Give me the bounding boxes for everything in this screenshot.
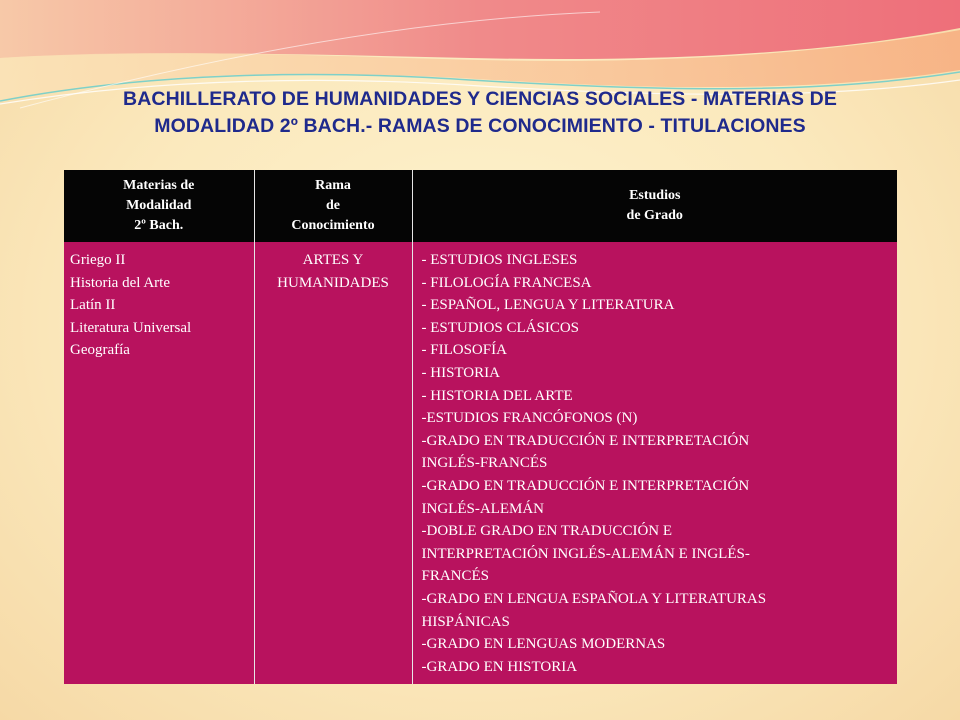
- estudio-line: - HISTORIA: [421, 364, 500, 381]
- estudio-line: INGLÉS-FRANCÉS: [421, 455, 548, 472]
- titulaciones-table: [64, 170, 897, 684]
- header-materias-line: Modalidad: [126, 198, 192, 213]
- header-rama: [254, 170, 412, 242]
- materia-item: Geografía: [70, 342, 130, 359]
- page-title: [40, 86, 920, 140]
- title-line-2: MODALIDAD 2º BACH.- RAMAS DE CONOCIMIENTO - TITULACIONES: [154, 115, 806, 137]
- estudio-line: -ESTUDIOS FRANCÓFONOS (N): [421, 410, 638, 427]
- estudio-line: -GRADO EN LENGUA ESPAÑOLA Y LITERATURAS: [421, 590, 767, 607]
- estudio-line: - ESTUDIOS CLÁSICOS: [421, 319, 580, 336]
- header-estudios-line: Estudios: [629, 188, 681, 203]
- cell-rama: [254, 242, 412, 684]
- estudio-line: - FILOLOGÍA FRANCESA: [421, 274, 592, 291]
- header-estudios: [412, 170, 897, 242]
- rama-line: ARTES Y: [302, 252, 364, 268]
- estudio-line: - HISTORIA DEL ARTE: [421, 387, 573, 404]
- table-row: [64, 242, 897, 684]
- estudio-line: -GRADO EN HISTORIA: [421, 658, 578, 675]
- estudio-line: INGLÉS-ALEMÁN: [421, 500, 544, 517]
- estudio-line: -GRADO EN LENGUAS MODERNAS: [421, 636, 666, 653]
- header-materias: [64, 170, 254, 242]
- header-materias-line: Materias de: [123, 178, 195, 193]
- estudio-line: - FILOSOFÍA: [421, 342, 507, 359]
- materia-item: Latín II: [70, 297, 116, 314]
- estudio-line: -GRADO EN TRADUCCIÓN E INTERPRETACIÓN: [421, 432, 750, 449]
- materia-item: Griego II: [70, 252, 126, 268]
- estudio-line: - ESTUDIOS INGLESES: [421, 252, 578, 268]
- header-materias-line: 2º Bach.: [134, 218, 184, 233]
- cell-estudios: [412, 242, 897, 684]
- header-rama-line: de: [326, 198, 340, 213]
- rama-line: HUMANIDADES: [277, 274, 389, 291]
- materia-item: Literatura Universal: [70, 319, 192, 336]
- table-header-row: [64, 170, 897, 242]
- materia-item: Historia del Arte: [70, 274, 170, 291]
- header-rama-line: Conocimiento: [291, 218, 375, 233]
- cell-materias: [64, 242, 254, 684]
- estudio-line: HISPÁNICAS: [421, 613, 510, 630]
- estudio-line: - ESPAÑOL, LENGUA Y LITERATURA: [421, 297, 675, 314]
- title-line-1: BACHILLERATO DE HUMANIDADES Y CIENCIAS SOCIALES - MATERIAS DE: [123, 88, 837, 110]
- estudio-line: -DOBLE GRADO EN TRADUCCIÓN E: [421, 523, 673, 540]
- header-estudios-line: de Grado: [626, 208, 683, 223]
- estudio-line: FRANCÉS: [421, 568, 490, 585]
- estudio-line: -GRADO EN TRADUCCIÓN E INTERPRETACIÓN: [421, 477, 750, 494]
- header-rama-line: Rama: [315, 178, 351, 193]
- estudio-line: INTERPRETACIÓN INGLÉS-ALEMÁN E INGLÉS-: [421, 545, 750, 562]
